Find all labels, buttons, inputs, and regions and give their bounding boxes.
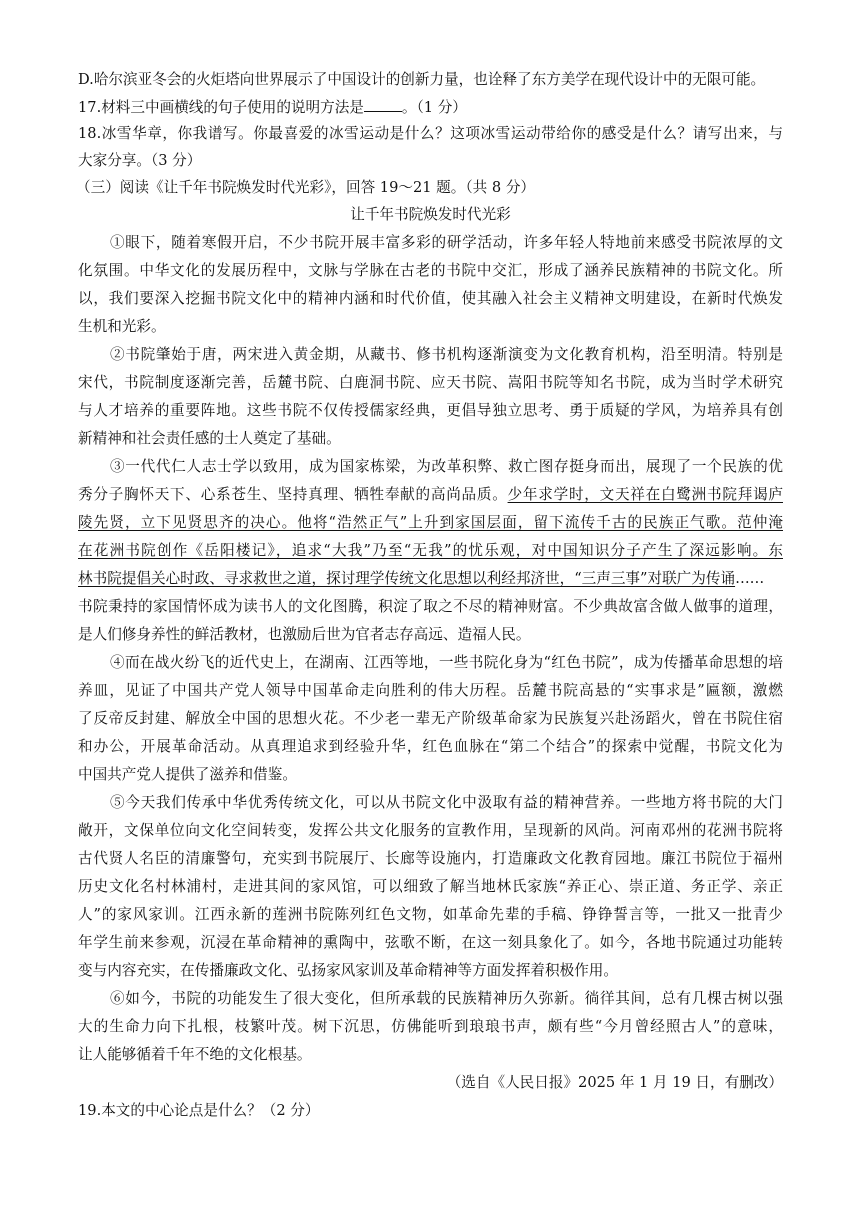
p2-line-3: 与人才培养的重要阵地。这些书院不仅传授儒家经典，更倡导独立思考、勇于质疑的学风，为培养具有创 [78,402,783,419]
q17-text-before: 17.材料三中画横线的句子使用的说明方法是 [78,99,364,116]
p4-line-1: ④而在战火纷飞的近代史上，在湖南、江西等地，一些书院化身为“红色书院”，成为传播革命思想的培 [110,654,783,671]
p4-line-4: 和办公，开展革命活动。从真理追求到经验升华，红色血脉在“第二个结合”的探索中觉醒，书院文化为 [78,738,783,755]
p5-line-4: 历史文化名村林浦村，走进其间的家风馆，可以细致了解当地林氏家族“养正心、崇正道、务正学、亲正 [78,878,783,895]
p1-line-1: ①眼下，随着寒假开启，不少书院开展丰富多彩的研学活动，许多年轻人特地前来感受书院浓厚的文 [110,234,783,251]
q18-line-2: 大家分享。（3 分） [78,152,202,169]
p4-line-2: 养皿，见证了中国共产党人领导中国革命走向胜利的伟大历程。岳麓书院高悬的“实事求是”匾额，激燃 [78,682,783,699]
p6-line-2: 大的生命力向下扎根，枝繁叶茂。树下沉思，仿佛能听到琅琅书声，颇有些“今月曾经照古人”的意味， [78,1018,783,1035]
p5-line-5: 人”的家风家训。江西永新的莲洲书院陈列红色文物，如革命先辈的手稿、铮铮誓言等，一批又一批青少 [78,906,783,923]
q16-option-d: D.哈尔滨亚冬会的火炬塔向世界展示了中国设计的创新力量，也诠释了东方美学在现代设计中的无限可能。 [78,71,766,88]
q17-question [78,97,783,118]
q18-line-1: 18.冰雪华章，你我谱写。你最喜爱的冰雪运动是什么？这项冰雪运动带给你的感受是什么？请写出来，与 [78,125,783,142]
p3-line-7: 是人们修身养性的鲜活教材，也激励后世为官者志存高远、造福人民。 [78,626,531,643]
p3-line-3 [78,513,783,533]
section3-heading: （三）阅读《让千年书院焕发时代光彩》，回答 19～21 题。（共 8 分） [76,179,536,196]
article-source: （选自《人民日报》2025 年 1 月 19 日，有删改） [446,1074,783,1091]
p3-underlined-sentence: 在花洲书院创作《岳阳楼记》，追求“大我”乃至“无我”的忧乐观，对中国知识分子产生了深远影响。东 [78,542,783,559]
p3-ellipsis: …… [735,570,765,587]
p1-line-2: 化氛围。中华文化的发展历程中，文脉与学脉在古老的书院中交汇，形成了涵养民族精神的书院文化。所 [78,262,783,279]
p3-line-2-plain: 秀分子胸怀天下、心系苍生、坚持真理、牺牲奉献的高尚品质。 [78,486,508,503]
q17-text-after: 。（1 分） [401,99,467,116]
p2-line-4: 新精神和社会责任感的士人奠定了基础。 [78,430,341,447]
p3-line-1: ③一代代仁人志士学以致用，成为国家栋梁，为改革积弊、救亡图存挺身而出，展现了一个民族的优 [110,458,783,475]
p6-line-3: 让人能够循着千年不绝的文化根基。 [78,1046,312,1063]
q17-answer-blank[interactable] [364,97,402,112]
q19-question: 19.本文的中心论点是什么？（2 分） [78,1102,320,1119]
p3-line-6: 书院秉持的家国情怀成为读书人的文化图腾，积淀了取之不尽的精神财富。不少典故富含做人做事的道理， [78,598,783,615]
p2-line-2: 宋代，书院制度逐渐完善，岳麓书院、白鹿洞书院、应天书院、嵩阳书院等知名书院，成为当时学术研究 [78,374,783,391]
p3-underlined-sentence: 陵先贤，立下见贤思齐的决心。他将“浩然正气”上升到家国层面，留下流传千古的民族正气歌。范仲淹 [78,514,783,531]
article-title: 让千年书院焕发时代光彩 [350,206,511,223]
p3-line-4 [78,541,783,561]
p4-line-3: 了反帝反封建、解放全中国的思想火花。不少老一辈无产阶级革命家为民族复兴赴汤蹈火，曾在书院住宿 [78,710,783,727]
p4-line-5: 中国共产党人提供了滋养和借鉴。 [78,766,297,783]
p5-line-7: 变与内容充实，在传播廉政文化、弘扬家风家训及革命精神等方面发挥着积极作用。 [78,962,618,979]
p1-line-3: 以，我们要深入挖掘书院文化中的精神内涵和时代价值，使其融入社会主义精神文明建设，在新时代焕发 [78,290,783,307]
p2-line-1: ②书院肇始于唐，两宋进入黄金期，从藏书、修书机构逐渐演变为文化教育机构，沿至明清。特别是 [110,346,783,363]
p3-line-5 [78,569,783,589]
p6-line-1: ⑥如今，书院的功能发生了很大变化，但所承载的民族精神历久弥新。徜徉其间，总有几棵古树以强 [110,990,783,1007]
p5-line-2: 敞开，文保单位向文化空间转变，发挥公共文化服务的宣教作用，呈现新的风尚。河南邓州的花洲书院将 [78,822,783,839]
p3-line-2 [78,485,783,505]
p5-line-6: 年学生前来参观，沉浸在革命精神的熏陶中，弦歌不断，在这一刻具象化了。如今，各地书院通过功能转 [78,934,783,951]
p1-line-4: 生机和光彩。 [78,318,166,335]
p3-underlined-sentence-end: 林书院提倡关心时政、寻求救世之道，探讨理学传统文化思想以利经邦济世，“三声三事”对联广为传诵 [78,570,736,587]
p5-line-1: ⑤今天我们传承中华优秀传统文化，可以从书院文化中汲取有益的精神营养。一些地方将书院的大门 [110,794,783,811]
p5-line-3: 古代贤人名臣的清廉警句，充实到书院展厅、长廊等设施内，打造廉政文化教育园地。廉江书院位于福州 [78,850,783,867]
p3-underlined-sentence-start: 少年求学时，文天祥在白鹭洲书院拜谒庐 [507,486,783,503]
